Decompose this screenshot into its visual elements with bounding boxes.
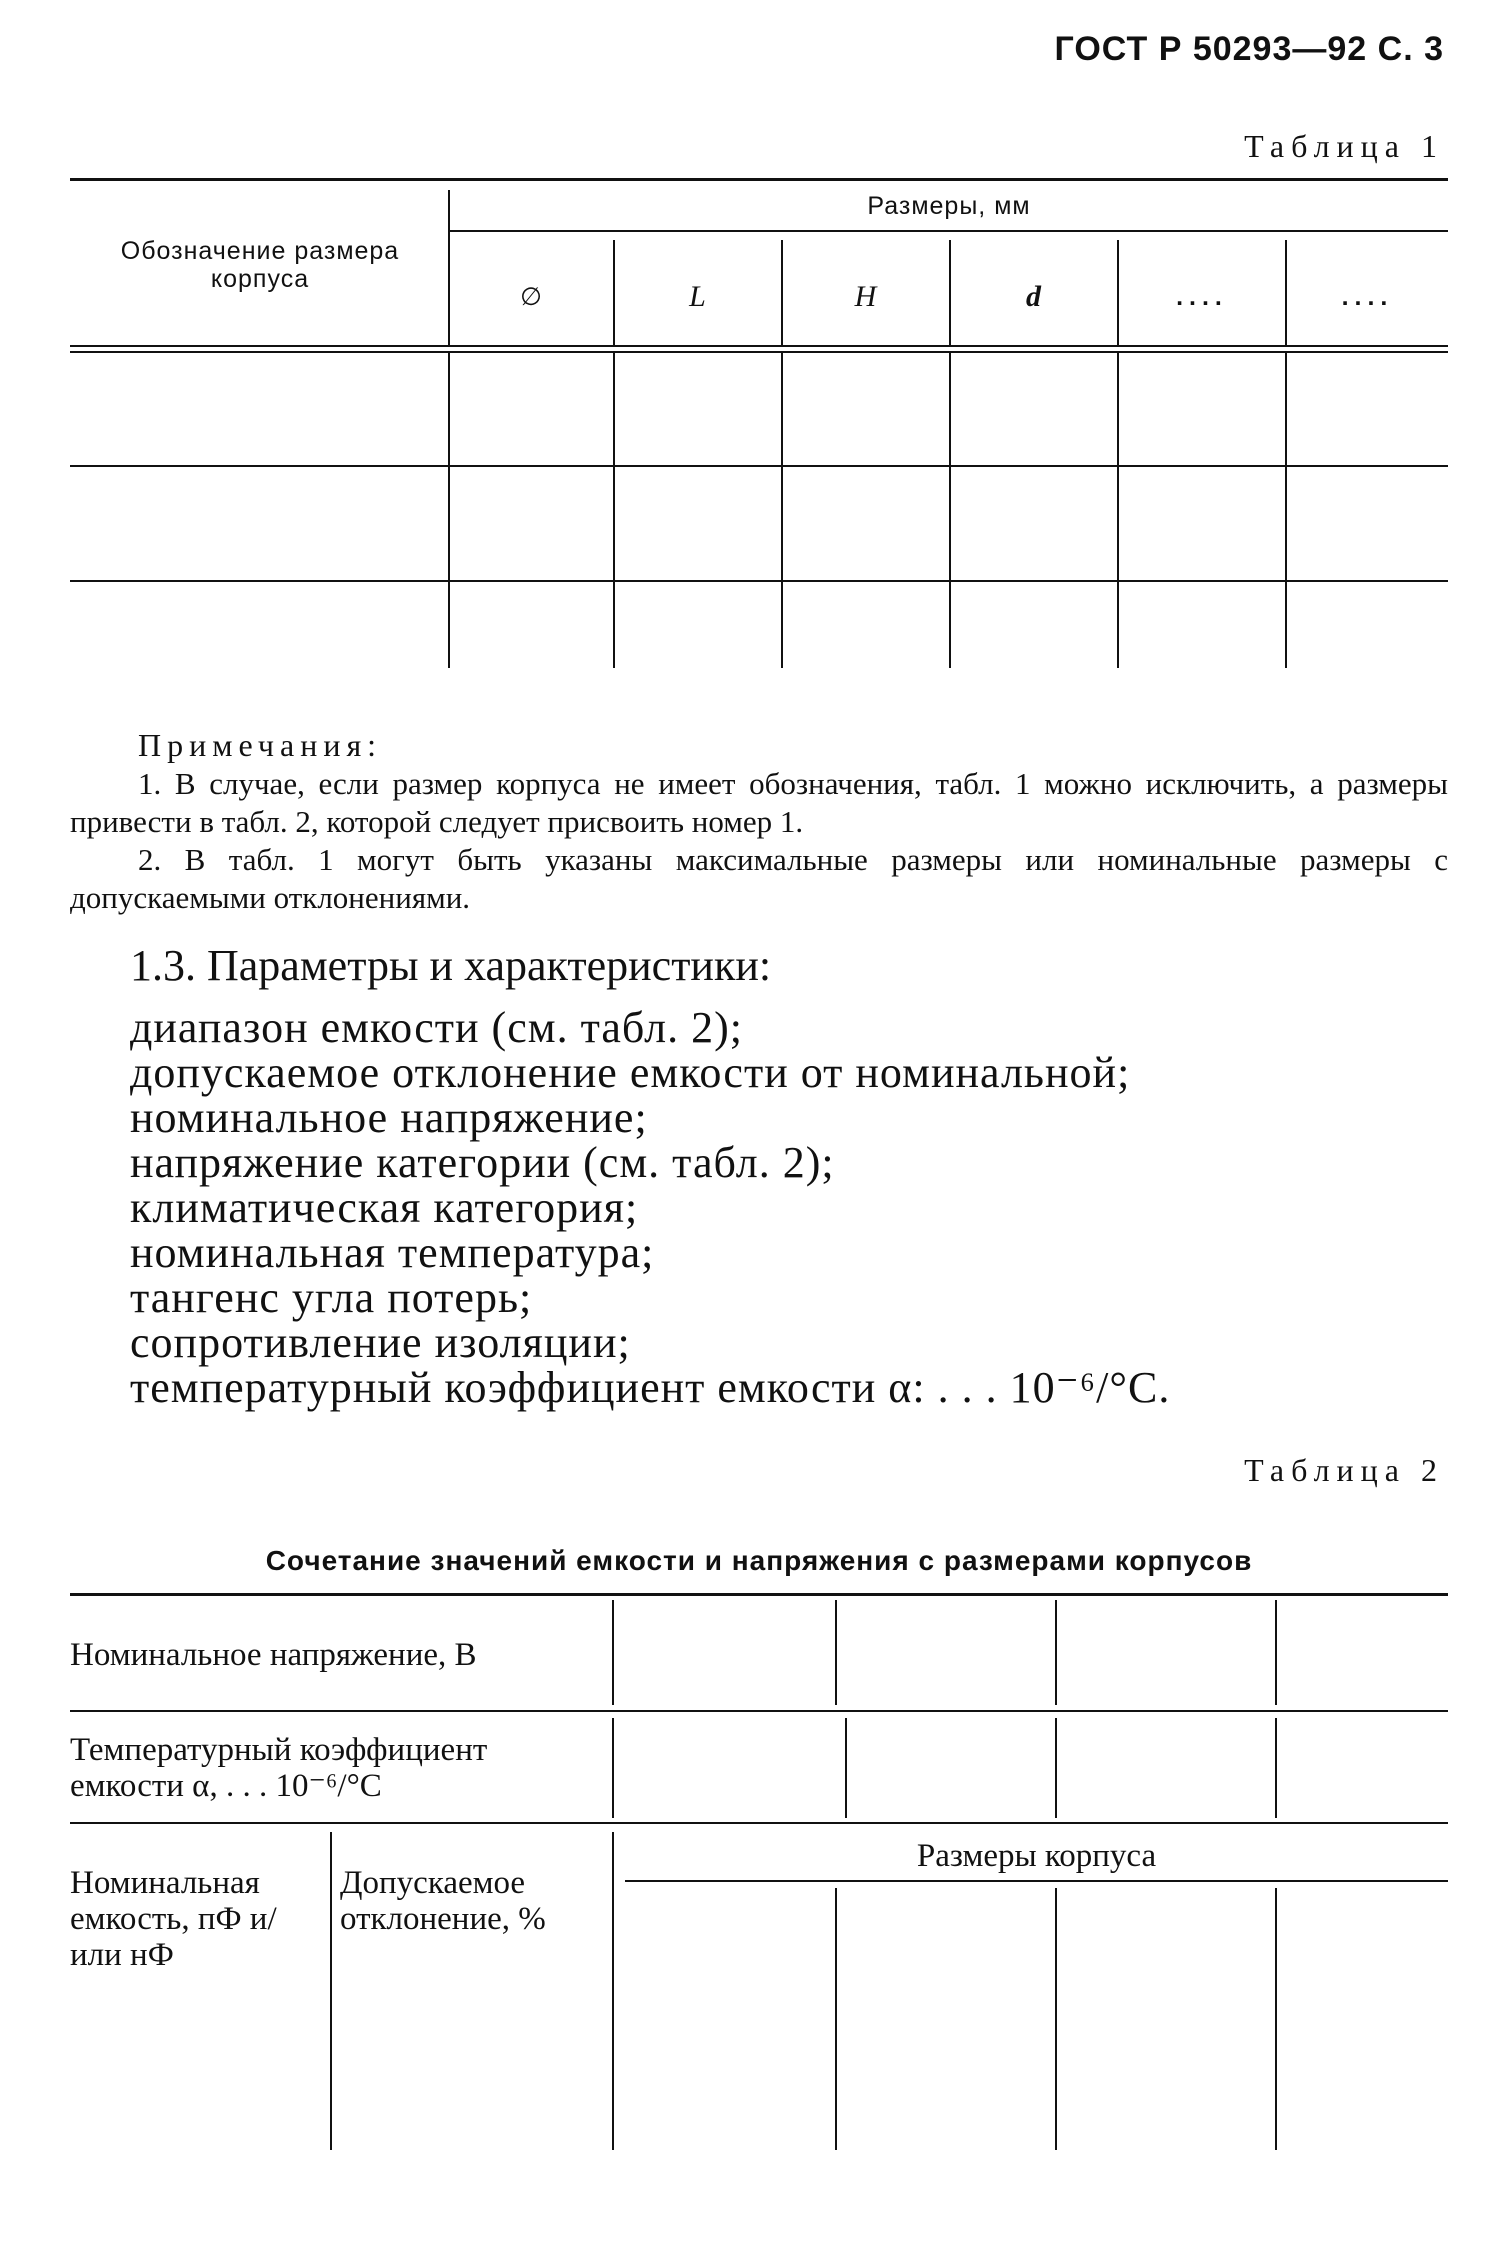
table2-tolerance-label: Допускаемое отклонение, % <box>340 1865 546 1937</box>
parameter-item: диапазон емкости (см. табл. 2); <box>130 1003 743 1052</box>
table1-row-header: Обозначение размера корпуса <box>120 237 400 293</box>
table2-sizes-header: Размеры корпуса <box>916 1838 1157 1874</box>
table1-col-d: d <box>1026 280 1042 313</box>
parameter-item: номинальное напряжение; <box>130 1093 648 1142</box>
table2-temp-coefficient-label: Температурный коэффициент емкости α, . . . 10⁻⁶/°С <box>70 1732 488 1804</box>
table2-rated-voltage-label: Номинальное напряжение, В <box>70 1637 477 1673</box>
parameter-item: климатическая категория; <box>130 1183 639 1232</box>
parameter-item: номинальная температура; <box>130 1228 655 1277</box>
table2-capacity-label: Номинальная емкость, пФ и/или нФ <box>70 1865 277 1973</box>
parameters-list <box>130 1005 1170 1410</box>
parameter-item: допускаемое отклонение емкости от номинальной; <box>130 1048 1131 1097</box>
table1-group-header: Размеры, мм <box>867 192 1031 220</box>
table1-col-ellipsis-1: .... <box>1176 283 1228 311</box>
section-heading: 1.3. Параметры и характеристики: <box>130 941 772 990</box>
parameter-item: сопротивление изоляции; <box>130 1318 631 1367</box>
table1-caption: Таблица 1 <box>1244 128 1444 164</box>
parameter-item: температурный коэффициент емкости α: . . . 10⁻⁶/°С. <box>130 1363 1171 1412</box>
table2-caption: Таблица 2 <box>1244 1452 1444 1488</box>
notes-title: Примечания: <box>138 727 383 763</box>
parameter-item: тангенс угла потерь; <box>130 1273 533 1322</box>
parameter-item: напряжение категории (см. табл. 2); <box>130 1138 835 1187</box>
note-item-1: 1. В случае, если размер корпуса не имеет обозначения, табл. 1 можно исключить, а размеры привести в табл. 2, которой следует присвоить номер 1. <box>70 766 1448 839</box>
table2-title: Сочетание значений емкости и напряжения с размерами корпусов <box>265 1545 1253 1576</box>
document-header: ГОСТ Р 50293—92 С. 3 <box>1054 30 1444 68</box>
table1-col-diameter: ∅ <box>520 282 543 311</box>
table1-col-ellipsis-2: .... <box>1341 283 1394 311</box>
table1-col-L: L <box>689 280 707 313</box>
note-item-2: 2. В табл. 1 могут быть указаны максимальные размеры или номинальные размеры с допускаемыми отклонениями. <box>70 842 1448 915</box>
table1-col-H: H <box>854 280 878 313</box>
